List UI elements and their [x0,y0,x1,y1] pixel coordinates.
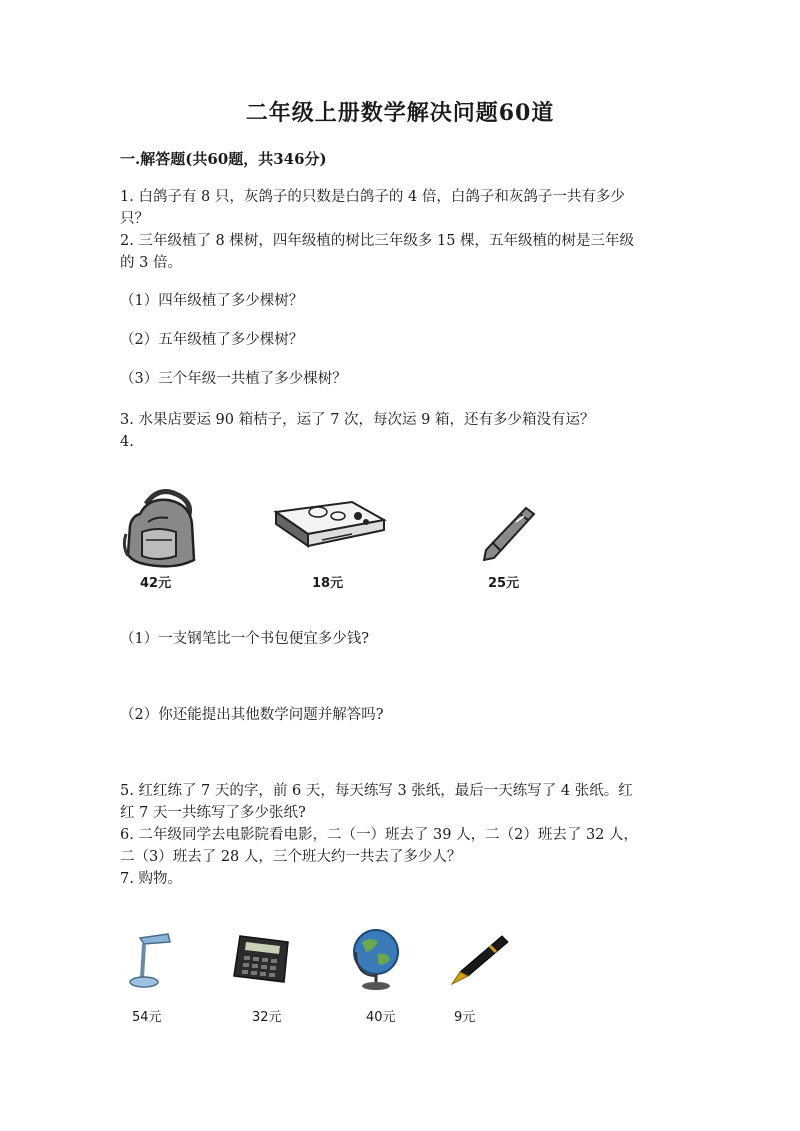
question-4-sub-2: （2）你还能提出其他数学问题并解答吗? [120,707,384,723]
page-title: 二年级上册数学解决问题60道 [245,100,555,126]
globe-price: 40元 [366,1010,396,1025]
question-1-line-2: 只？ [120,211,149,227]
question-1-line-1: 1. 白鸽子有 8 只，灰鸽子的只数是白鸽子的 4 倍，白鸽子和灰鸽子一共有多少 [120,189,625,205]
question-2-sub-3: （3）三个年级一共植了多少棵树？ [120,371,347,387]
question-5-line-1: 5. 红红练了 7 天的字，前 6 天，每天练写 3 张纸，最后一天练写了 4 张纸。红 [120,783,633,799]
globe-icon [348,924,404,998]
pencil-box-price: 18元 [312,576,344,591]
question-6-line-1: 6. 二年级同学去电影院看电影，二（一）班去了 39 人，二（2）班去了 32 人， [120,827,639,843]
question-2-line-1: 2. 三年级植了 8 棵树，四年级植的树比三年级多 15 棵，五年级植的树是三年级 [120,233,635,249]
question-2-sub-2: （2）五年级植了多少棵树？ [120,332,304,348]
question-3: 3. 水果店要运 90 箱桔子，运了 7 次，每次运 9 箱，还有多少箱没有运？ [120,412,595,428]
pencil-box-icon [272,496,388,556]
fountain-pen-icon [476,504,540,568]
backpack-icon [118,484,204,574]
fountain-pen-price: 25元 [488,576,520,591]
pen-price: 9元 [454,1010,476,1025]
question-4-label: 4. [120,434,134,450]
section-heading: 一.解答题(共60题，共346分) [120,150,327,168]
backpack-price: 42元 [140,576,172,591]
question-6-line-2: 二（3）班去了 28 人，三个班大约一共去了多少人？ [120,849,462,865]
question-2-sub-1: （1）四年级植了多少棵树？ [120,293,304,309]
question-5-line-2: 红 7 天一共练写了多少张纸? [120,805,306,821]
question-7-label: 7. 购物。 [120,871,182,887]
desk-lamp-price: 54元 [132,1010,162,1025]
question-2-line-2: 的 3 倍。 [120,255,182,271]
calculator-icon [230,934,294,988]
desk-lamp-icon [128,930,176,994]
question-4-sub-1: （1）一支钢笔比一个书包便宜多少钱? [120,631,369,647]
pen-icon [446,932,512,992]
calculator-price: 32元 [252,1010,282,1025]
